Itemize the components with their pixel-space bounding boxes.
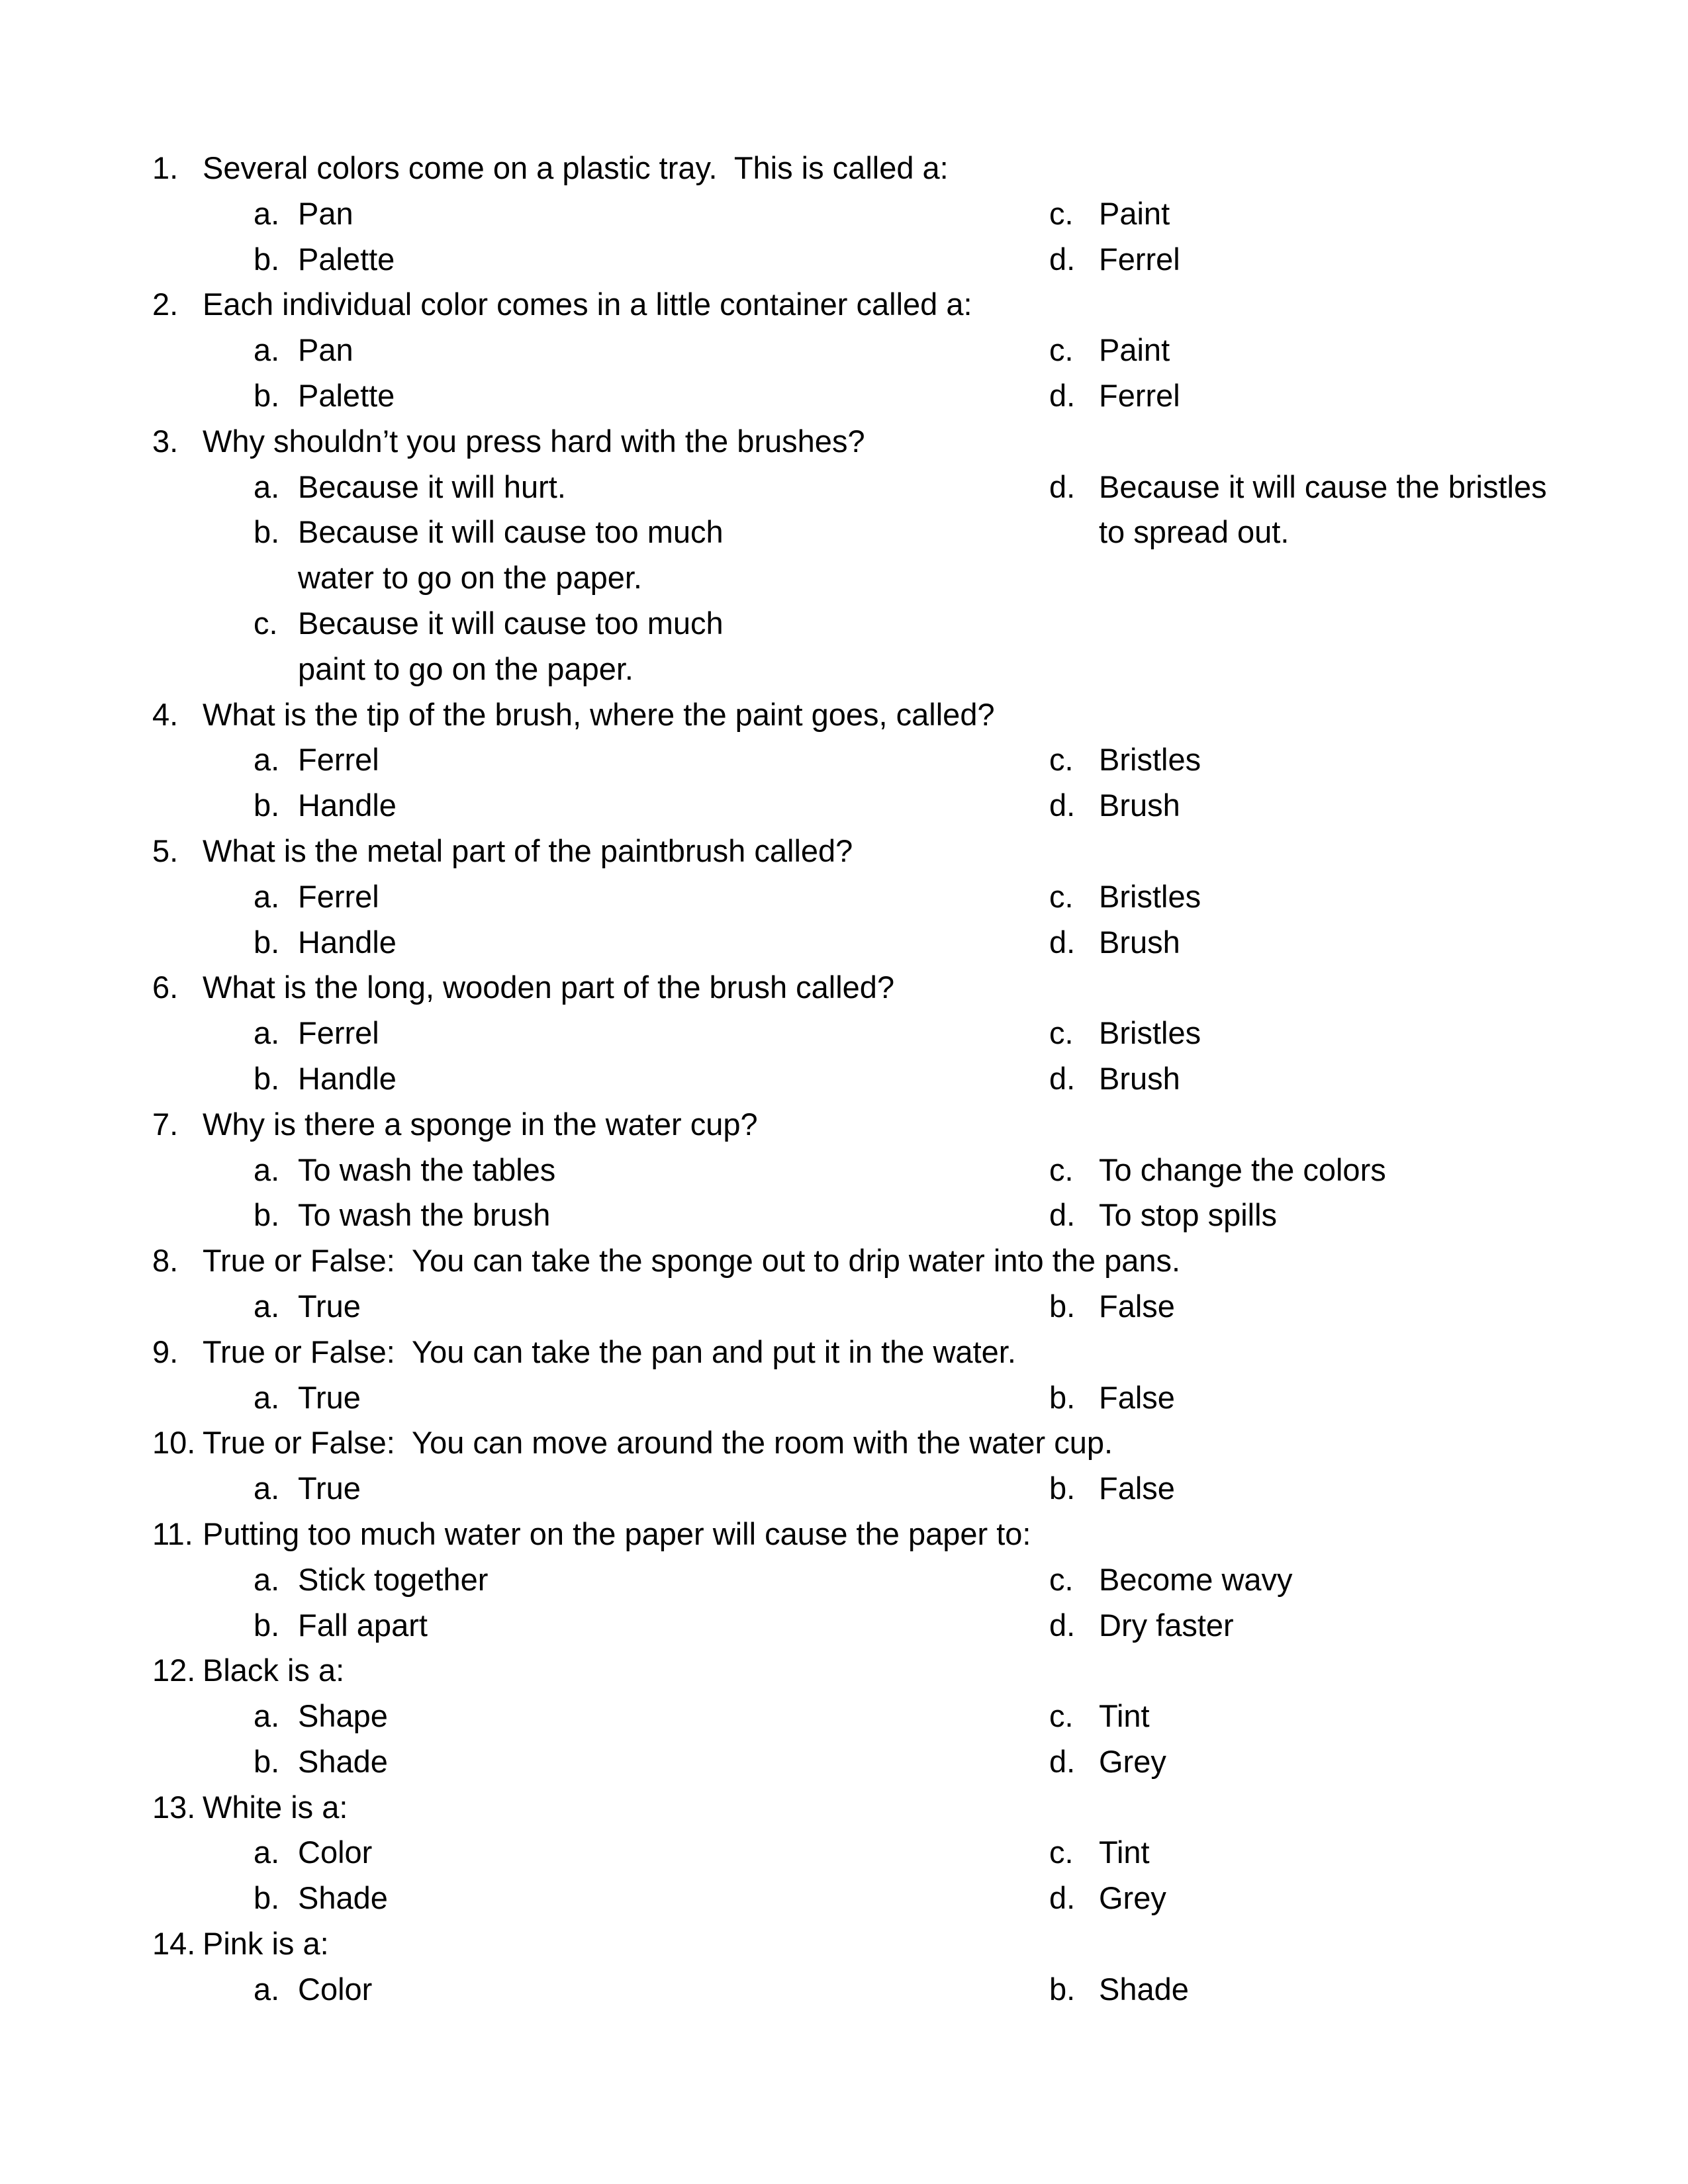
options-line: [0, 328, 1688, 373]
option-letter: a.: [254, 1152, 280, 1187]
option-letter: b.: [1049, 1288, 1076, 1324]
question-line-6: [0, 965, 1688, 1011]
question-number: 11.: [152, 1516, 193, 1551]
question-number: 6.: [152, 970, 179, 1005]
option-cell: [254, 920, 397, 966]
option-letter: a.: [254, 742, 280, 778]
option-cell: [1049, 1011, 1201, 1056]
options-line: [0, 1603, 1688, 1649]
option-text: Stick together: [298, 1561, 489, 1597]
option-letter: d.: [1049, 924, 1076, 960]
question-number: 5.: [152, 833, 179, 868]
options-line: [0, 874, 1688, 920]
option-text: Tint: [1099, 1698, 1150, 1734]
question-line-12: [0, 1648, 1688, 1694]
options-line: [0, 1466, 1688, 1512]
options-line: [0, 373, 1688, 419]
option-cell: [254, 1967, 372, 2013]
question-line-1: [0, 146, 1688, 191]
option-text: Shade: [298, 1880, 388, 1916]
question-number: 3.: [152, 423, 179, 459]
option-letter: d.: [1049, 1607, 1076, 1643]
option-letter: a.: [254, 1561, 280, 1597]
option-cell: [254, 1739, 388, 1785]
option-cell: [254, 1694, 388, 1739]
option-text: False: [1099, 1288, 1175, 1324]
option-letter: c.: [1049, 332, 1074, 368]
option-letter: b.: [254, 1607, 280, 1643]
option-text: To wash the brush: [298, 1197, 551, 1233]
question-number: 9.: [152, 1334, 179, 1369]
question-text: True or False: You can take the sponge out to drip water into the pans.: [203, 1243, 1181, 1279]
option-letter: a.: [254, 1379, 280, 1415]
question-number: 10.: [152, 1425, 196, 1461]
option-letter: a.: [254, 1698, 280, 1734]
option-text: Ferrel: [298, 742, 379, 778]
question-number: 7.: [152, 1106, 179, 1142]
options-line: [0, 1193, 1688, 1238]
option-cell: [254, 1603, 428, 1649]
option-letter: a.: [254, 195, 280, 231]
question-text: Several colors come on a plastic tray. This is called a:: [203, 150, 949, 185]
option-text: Become wavy: [1099, 1561, 1293, 1597]
option-text: Shade: [1099, 1971, 1189, 2007]
option-cell: [1049, 1830, 1150, 1876]
options-line: [0, 783, 1688, 829]
options-line: [0, 1739, 1688, 1785]
option-cell: [254, 1193, 550, 1238]
option-letter: c.: [1049, 742, 1074, 778]
option-text: Dry faster: [1099, 1607, 1234, 1643]
option-cell: [254, 737, 379, 783]
option-cell: [254, 191, 353, 237]
option-text: Color: [298, 1971, 373, 2007]
option-text: Because it will hurt.: [298, 469, 566, 504]
option-text: Grey: [1099, 1743, 1166, 1779]
question-text: Why is there a sponge in the water cup?: [203, 1106, 758, 1142]
question-text: Why shouldn’t you press hard with the brushes?: [203, 423, 865, 459]
option-letter: b.: [1049, 1471, 1076, 1506]
option-continuation-text: to spread out.: [1099, 514, 1289, 550]
options-line: [0, 510, 1688, 555]
options-line: [0, 601, 1688, 647]
option-cell: [1049, 1603, 1234, 1649]
options-line: [0, 1830, 1688, 1876]
options-line: [0, 1375, 1688, 1421]
options-line: [0, 555, 1688, 601]
option-cell: [1049, 1739, 1166, 1785]
question-text: Each individual color comes in a little container called a:: [203, 287, 972, 322]
option-cell: [254, 601, 724, 647]
option-text: Paint: [1099, 332, 1170, 368]
option-cell: [1049, 465, 1547, 510]
option-cell: [1049, 1967, 1189, 2013]
option-text: Handle: [298, 924, 397, 960]
option-cell: [1049, 737, 1201, 783]
option-cell: [1049, 1557, 1293, 1603]
option-text: Fall apart: [298, 1607, 428, 1643]
question-text: Pink is a:: [203, 1926, 329, 1962]
option-text: True: [298, 1471, 361, 1506]
question-number: 8.: [152, 1243, 179, 1279]
option-letter: b.: [254, 514, 280, 550]
option-letter: c.: [1049, 1561, 1074, 1597]
option-letter: a.: [254, 1971, 280, 2007]
question-number: 2.: [152, 287, 179, 322]
question-line-8: [0, 1238, 1688, 1284]
question-line-13: [0, 1785, 1688, 1831]
option-letter: a.: [254, 1288, 280, 1324]
option-text: Color: [298, 1835, 373, 1870]
option-cell: [1049, 1466, 1175, 1512]
option-letter: d.: [1049, 241, 1076, 277]
option-text: True: [298, 1379, 361, 1415]
question-line-5: [0, 829, 1688, 874]
option-text: Handle: [298, 1060, 397, 1096]
option-letter: c.: [1049, 878, 1074, 914]
options-line: [0, 1011, 1688, 1056]
option-letter: a.: [254, 332, 280, 368]
question-number: 4.: [152, 696, 179, 732]
option-cell: [254, 237, 395, 283]
option-text: Shade: [298, 1743, 388, 1779]
option-cell: [1049, 1148, 1386, 1193]
option-text: Brush: [1099, 1060, 1180, 1096]
option-continuation-text: water to go on the paper.: [298, 560, 642, 596]
option-text: Ferrel: [1099, 377, 1180, 413]
option-cell: [1049, 1694, 1150, 1739]
option-text: False: [1099, 1471, 1175, 1506]
options-line: [0, 1876, 1688, 1921]
option-cell: [1049, 783, 1180, 829]
option-letter: b.: [254, 241, 280, 277]
option-letter: b.: [254, 924, 280, 960]
option-letter: c.: [254, 605, 278, 641]
option-letter: c.: [1049, 1152, 1074, 1187]
option-text: Because it will cause too much: [298, 605, 724, 641]
option-letter: b.: [254, 1880, 280, 1916]
option-text: Because it will cause too much: [298, 514, 724, 550]
question-text: What is the metal part of the paintbrush called?: [203, 833, 853, 868]
option-letter: b.: [254, 1743, 280, 1779]
option-letter: b.: [1049, 1971, 1076, 2007]
option-text: Pan: [298, 195, 353, 231]
option-letter: d.: [1049, 1060, 1076, 1096]
option-text: Ferrel: [1099, 241, 1180, 277]
option-cell: [254, 1011, 379, 1056]
question-line-2: [0, 282, 1688, 328]
option-letter: d.: [1049, 788, 1076, 823]
option-cell: [1049, 1375, 1175, 1421]
option-letter: b.: [254, 377, 280, 413]
option-continuation-text: paint to go on the paper.: [298, 651, 633, 686]
question-number: 12.: [152, 1653, 196, 1688]
option-cell: [254, 328, 353, 373]
option-cell: [1049, 920, 1180, 966]
option-letter: a.: [254, 469, 280, 504]
option-cell: [254, 1148, 555, 1193]
option-text: False: [1099, 1379, 1175, 1415]
question-number: 13.: [152, 1789, 196, 1825]
option-text: To stop spills: [1099, 1197, 1278, 1233]
option-letter: c.: [1049, 1015, 1074, 1051]
option-letter: d.: [1049, 469, 1076, 504]
option-letter: c.: [1049, 1835, 1074, 1870]
options-line: [0, 191, 1688, 237]
option-cell: [254, 1557, 488, 1603]
option-text: Brush: [1099, 788, 1180, 823]
option-letter: d.: [1049, 1880, 1076, 1916]
option-text: Tint: [1099, 1835, 1150, 1870]
options-line: [0, 1056, 1688, 1102]
option-letter: b.: [1049, 1379, 1076, 1415]
question-line-10: [0, 1420, 1688, 1466]
options-line: [0, 237, 1688, 283]
option-cell: [254, 1466, 361, 1512]
option-cell: [254, 1830, 372, 1876]
question-line-4: [0, 692, 1688, 738]
question-text: What is the long, wooden part of the brush called?: [203, 970, 895, 1005]
option-text: Palette: [298, 377, 395, 413]
option-text: Grey: [1099, 1880, 1166, 1916]
options-line: [0, 920, 1688, 966]
option-text: Shape: [298, 1698, 388, 1734]
option-cell: [1049, 191, 1170, 237]
option-cell: [254, 874, 379, 920]
option-cell: [254, 510, 724, 555]
question-text: True or False: You can take the pan and put it in the water.: [203, 1334, 1016, 1369]
question-text: Putting too much water on the paper will cause the paper to:: [203, 1516, 1031, 1551]
option-letter: a.: [254, 1015, 280, 1051]
option-cell: [1049, 373, 1180, 419]
option-cell: [1049, 874, 1201, 920]
options-line: [0, 1284, 1688, 1330]
option-text: To wash the tables: [298, 1152, 556, 1187]
option-text: To change the colors: [1099, 1152, 1386, 1187]
options-line: [0, 647, 1688, 692]
option-letter: a.: [254, 1835, 280, 1870]
option-cell: [254, 1876, 388, 1921]
option-text: Brush: [1099, 924, 1180, 960]
option-letter: c.: [1049, 195, 1074, 231]
option-letter: b.: [254, 1060, 280, 1096]
option-text: Ferrel: [298, 878, 379, 914]
option-letter: d.: [1049, 377, 1076, 413]
option-text: Bristles: [1099, 742, 1201, 778]
option-cell: [1049, 1876, 1166, 1921]
option-text: Palette: [298, 241, 395, 277]
option-text: Bristles: [1099, 878, 1201, 914]
options-line: [0, 1967, 1688, 2013]
option-cell: [254, 373, 395, 419]
option-cell: [254, 783, 397, 829]
option-letter: d.: [1049, 1743, 1076, 1779]
option-text: True: [298, 1288, 361, 1324]
option-letter: a.: [254, 1471, 280, 1506]
option-text: Because it will cause the bristles: [1099, 469, 1547, 504]
option-letter: b.: [254, 1197, 280, 1233]
option-letter: d.: [1049, 1197, 1076, 1233]
option-letter: b.: [254, 788, 280, 823]
option-text: Handle: [298, 788, 397, 823]
question-number: 14.: [152, 1926, 196, 1962]
option-cell: [1049, 237, 1180, 283]
option-cell: [1049, 1056, 1180, 1102]
option-text: Ferrel: [298, 1015, 379, 1051]
options-line: [0, 737, 1688, 783]
option-letter: a.: [254, 878, 280, 914]
question-line-7: [0, 1102, 1688, 1148]
options-line: [0, 1557, 1688, 1603]
options-line: [0, 1148, 1688, 1193]
option-cell: [254, 465, 566, 510]
option-text: Paint: [1099, 195, 1170, 231]
option-cell: [254, 1375, 361, 1421]
question-text: What is the tip of the brush, where the paint goes, called?: [203, 696, 995, 732]
option-cell: [254, 1284, 361, 1330]
option-letter: c.: [1049, 1698, 1074, 1734]
option-cell: [254, 1056, 397, 1102]
question-line-14: [0, 1921, 1688, 1967]
question-line-3: [0, 419, 1688, 465]
question-number: 1.: [152, 150, 179, 185]
question-text: White is a:: [203, 1789, 348, 1825]
question-text: Black is a:: [203, 1653, 345, 1688]
options-line: [0, 465, 1688, 510]
question-text: True or False: You can move around the room with the water cup.: [203, 1425, 1113, 1461]
option-text: Pan: [298, 332, 353, 368]
option-cell: [1049, 328, 1170, 373]
options-line: [0, 1694, 1688, 1739]
option-cell: [1049, 1193, 1277, 1238]
question-line-11: [0, 1512, 1688, 1557]
question-line-9: [0, 1330, 1688, 1375]
option-text: Bristles: [1099, 1015, 1201, 1051]
option-cell: [1049, 1284, 1175, 1330]
